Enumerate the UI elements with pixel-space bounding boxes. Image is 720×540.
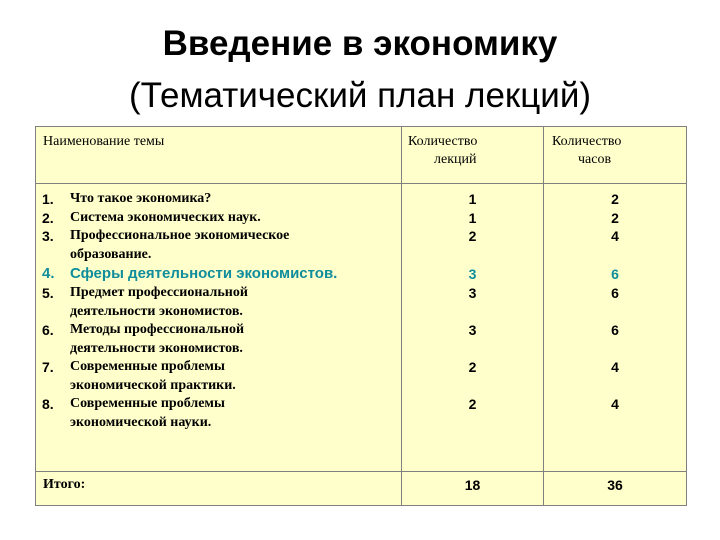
table-total-row [36, 472, 687, 506]
list-item [42, 284, 401, 321]
lectures-values [402, 184, 543, 471]
topic-number: 1. [42, 191, 54, 207]
topic-number: 7. [42, 359, 54, 375]
topic-text: Современные проблемы [70, 359, 225, 374]
hours-values [544, 184, 686, 471]
hours-value: 6 [611, 322, 619, 338]
header-hours [544, 127, 687, 184]
topic-number: 5. [42, 285, 54, 301]
list-item [42, 264, 401, 284]
total-label: Итого: [36, 472, 402, 506]
total-lectures: 18 [402, 472, 544, 506]
header-lectures-line1: Количество [408, 134, 478, 149]
topic-text: Что такое экономика? [70, 191, 212, 206]
lectures-value: 2 [468, 228, 477, 244]
topic-text: экономической практики. [70, 377, 236, 393]
lectures-value: 1 [468, 191, 477, 207]
topic-number: 2. [42, 209, 54, 226]
topic-text: Профессиональное экономическое [70, 228, 290, 243]
topic-text: Современные проблемы [70, 396, 225, 411]
lecture-plan-table [35, 126, 687, 506]
header-hours-line2: часов [578, 152, 612, 167]
list-item [42, 358, 401, 395]
topic-number: 8. [42, 396, 54, 412]
topic-text: Сферы деятельности экономистов. [70, 265, 338, 282]
lectures-cell [402, 184, 544, 472]
lectures-value: 3 [468, 285, 477, 301]
topic-text: Методы профессиональной [70, 322, 245, 337]
topic-text: деятельности экономистов. [70, 303, 243, 319]
header-hours-line1: Количество [552, 134, 622, 149]
lectures-value: 2 [468, 359, 477, 375]
lectures-value: 1 [468, 209, 477, 226]
lectures-value: 3 [468, 322, 477, 338]
lectures-value: 2 [468, 396, 477, 412]
slide-subtitle: (Тематический план лекций) [128, 76, 592, 115]
header-lectures [402, 127, 544, 184]
topic-number: 4. [42, 265, 55, 282]
topics-cell [36, 184, 402, 472]
header-topic-label: Наименование темы [43, 134, 165, 149]
hours-cell [544, 184, 687, 472]
list-item [42, 227, 401, 264]
list-item [42, 190, 401, 209]
list-item [42, 395, 401, 432]
slide-title: Введение в экономику [162, 24, 558, 63]
table-header-row [36, 127, 687, 184]
topic-text: Система экономических наук. [70, 209, 261, 225]
topic-text: образование. [70, 246, 152, 262]
hours-value: 4 [611, 359, 619, 375]
topic-text: экономической науки. [70, 414, 212, 430]
topic-text: Предмет профессиональной [70, 285, 248, 300]
topic-number: 3. [42, 228, 54, 244]
list-item [42, 209, 401, 228]
lectures-value: 3 [468, 266, 477, 282]
hours-value: 4 [611, 396, 619, 412]
list-item [42, 321, 401, 358]
table-body-row [36, 184, 687, 472]
header-topic [36, 127, 402, 184]
topic-number: 6. [42, 322, 54, 338]
hours-value: 4 [611, 228, 619, 244]
header-lectures-line2: лекций [434, 152, 477, 167]
topic-text: деятельности экономистов. [70, 340, 243, 356]
total-hours: 36 [544, 472, 687, 506]
topics-list [36, 184, 401, 432]
hours-value: 6 [611, 266, 619, 282]
hours-value: 2 [611, 209, 619, 226]
hours-value: 6 [611, 285, 619, 301]
hours-value: 2 [611, 191, 619, 207]
